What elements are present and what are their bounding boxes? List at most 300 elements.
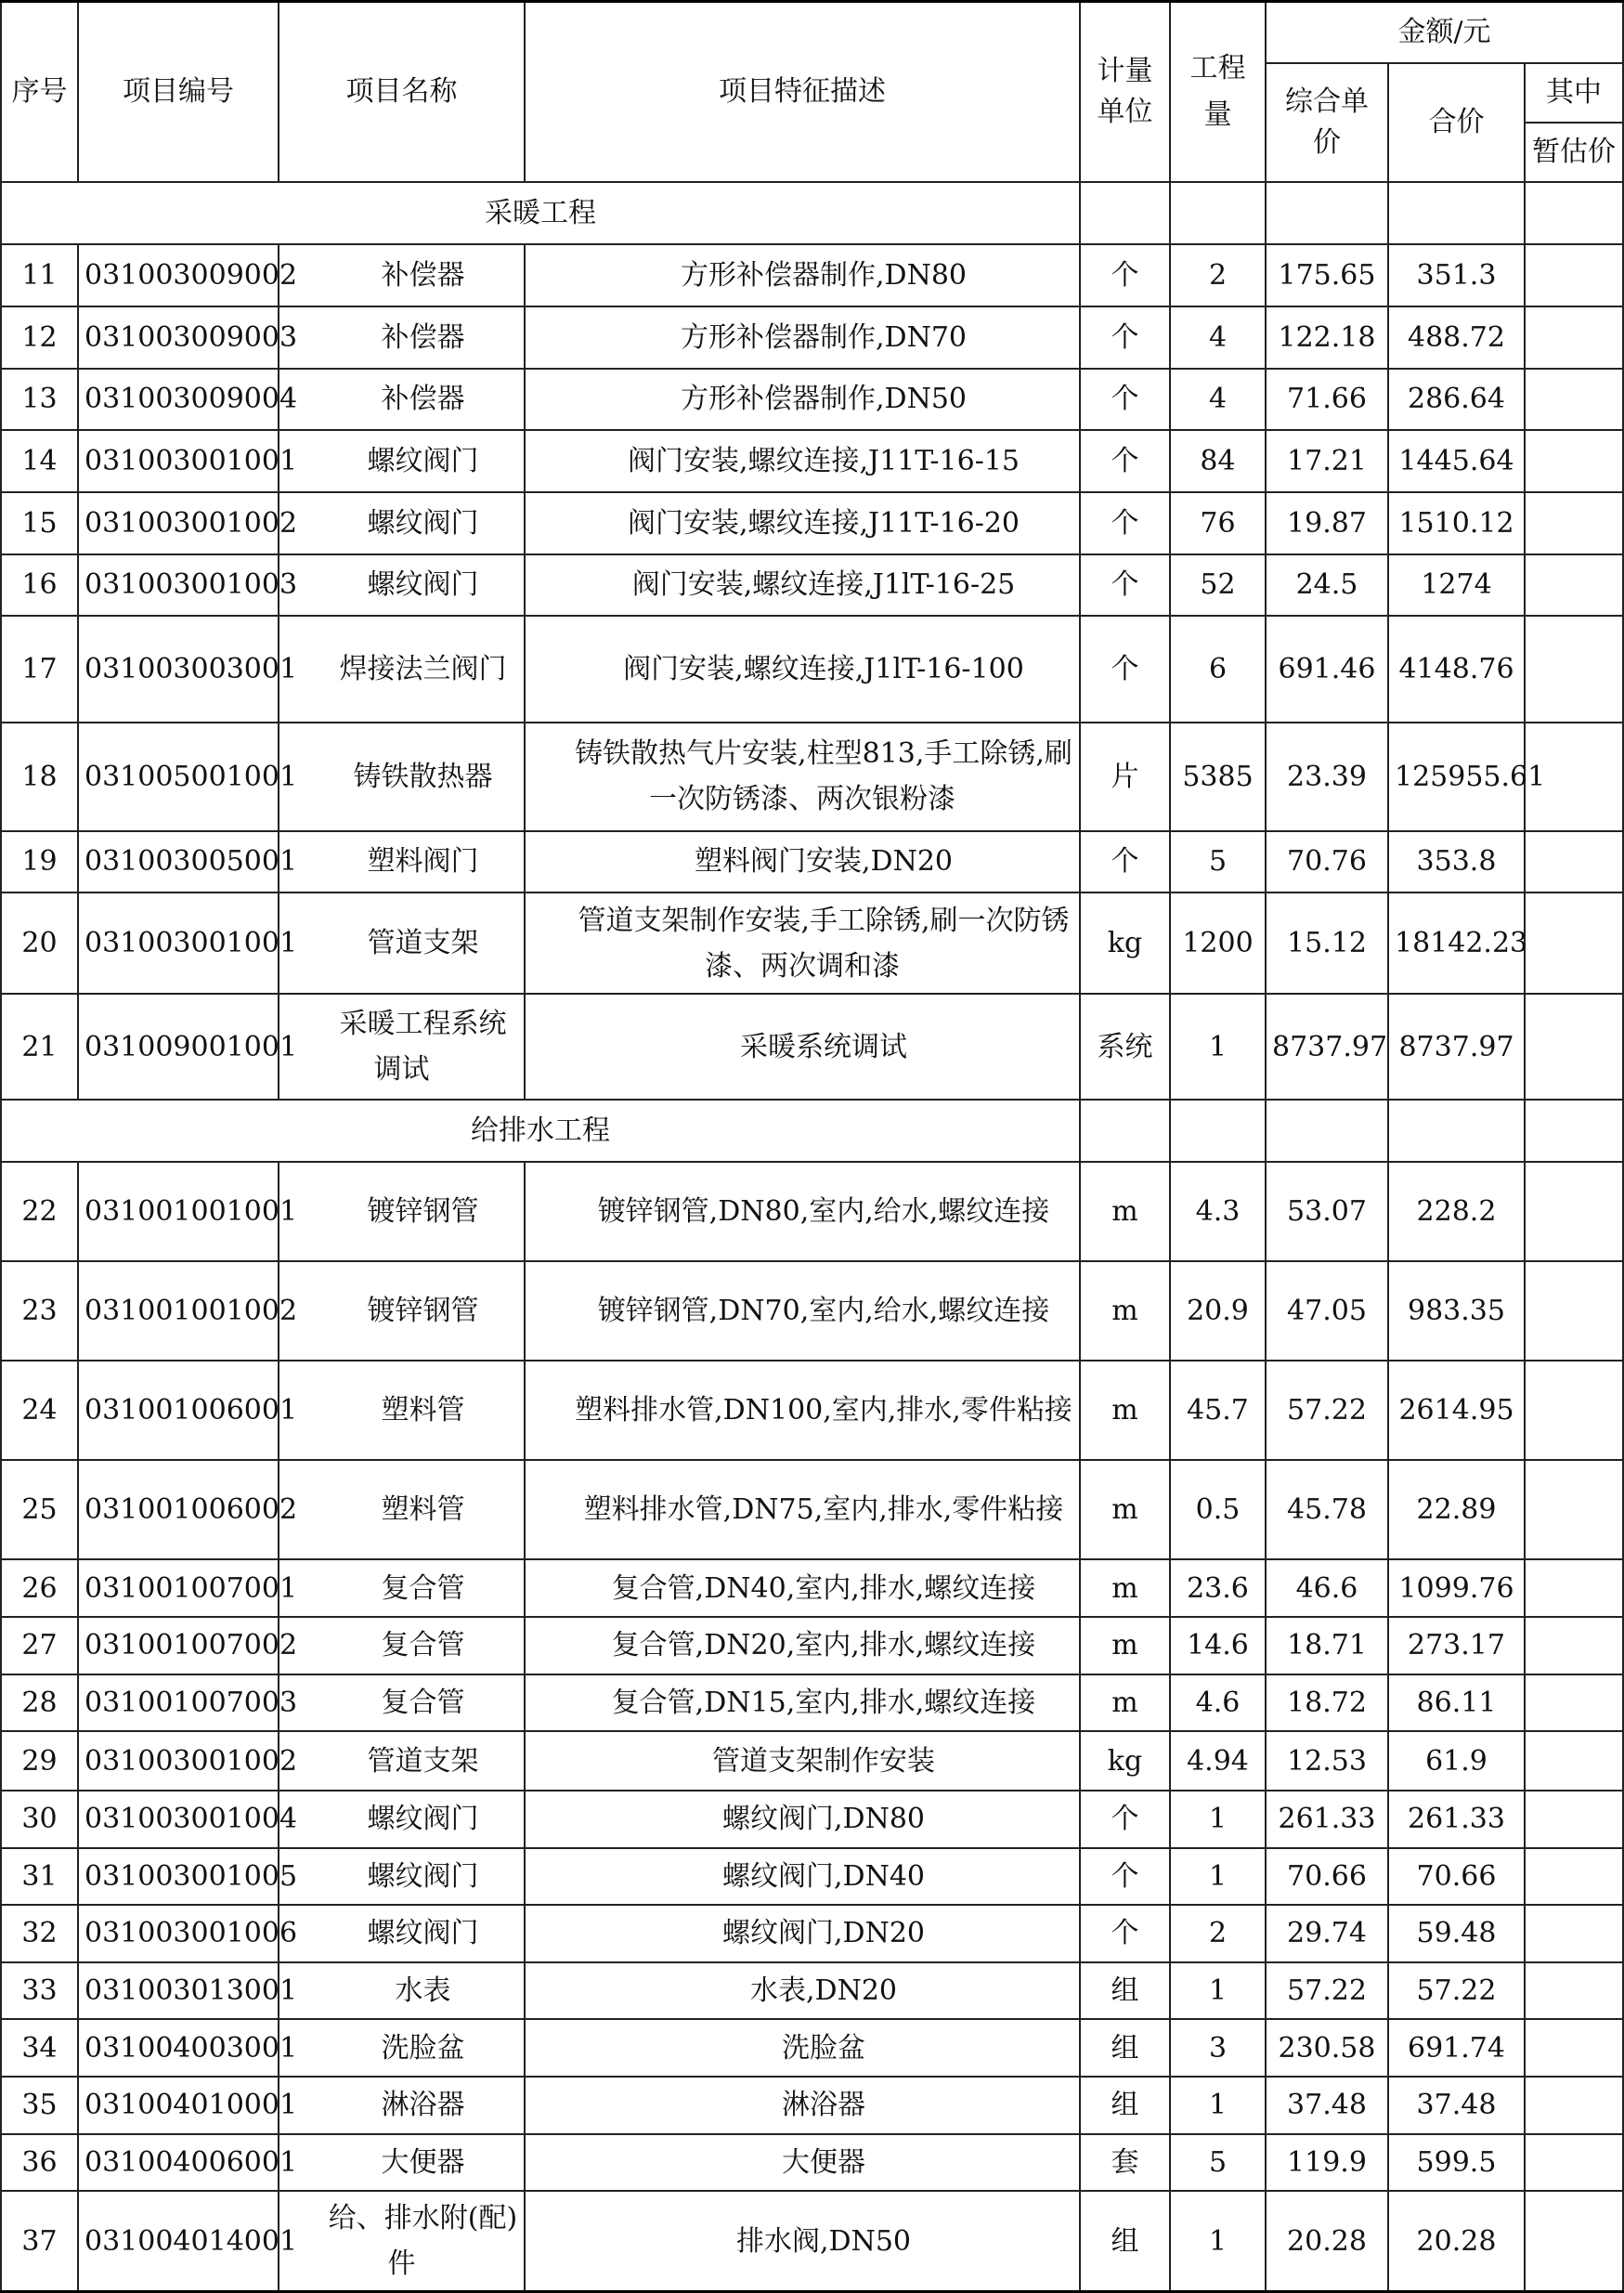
row-desc — [525, 1460, 1080, 1559]
table-row — [1, 2191, 1623, 2291]
table-row — [1, 369, 1623, 431]
row-name-text: 螺纹阀门 — [367, 1917, 479, 1950]
row-name-text: 大便器 — [381, 2145, 465, 2179]
row-provisional — [1525, 369, 1623, 431]
row-qty: 5385 — [1170, 723, 1266, 830]
row-code: 031001001002 — [78, 1261, 279, 1361]
row-code: 031003001001 — [78, 430, 279, 492]
row-name-text: 螺纹阀门 — [367, 445, 479, 478]
row-name — [279, 2019, 525, 2077]
row-desc — [525, 1962, 1080, 2020]
row-qty: 4.94 — [1170, 1731, 1266, 1791]
row-code: 031003001003 — [78, 554, 279, 617]
row-provisional — [1525, 1559, 1623, 1617]
row-total: 353.8 — [1388, 831, 1525, 893]
row-name — [279, 2134, 525, 2192]
row-qty: 76 — [1170, 492, 1266, 554]
row-total: 4148.76 — [1388, 616, 1525, 723]
row-unit-price: 47.05 — [1266, 1261, 1388, 1361]
row-name — [279, 306, 525, 369]
row-qty: 1 — [1170, 994, 1266, 1100]
section-row — [1, 182, 1623, 245]
row-name — [279, 1162, 525, 1261]
section-empty-cell — [1080, 1100, 1170, 1162]
row-unit-price: 23.39 — [1266, 723, 1388, 830]
row-code: 031005001001 — [78, 723, 279, 830]
row-total: 691.74 — [1388, 2019, 1525, 2077]
header-total: 合价 — [1388, 63, 1525, 182]
row-seq: 31 — [1, 1848, 78, 1906]
row-total: 125955.61 — [1388, 723, 1525, 830]
table-row — [1, 616, 1623, 723]
row-total: 37.48 — [1388, 2077, 1525, 2134]
header-unit-price: 综合单价 — [1266, 63, 1388, 182]
row-desc — [525, 1261, 1080, 1361]
row-desc-text: 水表,DN20 — [749, 1974, 897, 2008]
section-empty-cell — [1388, 1100, 1525, 1162]
row-seq: 26 — [1, 1559, 78, 1617]
row-qty: 1 — [1170, 2077, 1266, 2134]
row-unit: 个 — [1080, 430, 1170, 492]
row-provisional — [1525, 492, 1623, 554]
table-row — [1, 430, 1623, 492]
row-code: 031003001006 — [78, 1905, 279, 1962]
row-provisional — [1525, 2077, 1623, 2134]
row-provisional — [1525, 1905, 1623, 1962]
row-qty: 1 — [1170, 1791, 1266, 1848]
section-empty-cell — [1170, 182, 1266, 245]
row-total: 61.9 — [1388, 1731, 1525, 1791]
row-name-text: 螺纹阀门 — [367, 1859, 479, 1893]
row-seq: 30 — [1, 1791, 78, 1848]
row-total: 351.3 — [1388, 244, 1525, 306]
row-desc — [525, 1559, 1080, 1617]
row-name-text: 洗脸盆 — [381, 2031, 465, 2065]
row-code: 031003001001 — [78, 892, 279, 994]
row-name-text: 复合管 — [381, 1629, 465, 1662]
row-qty: 4 — [1170, 369, 1266, 431]
row-code: 031003001005 — [78, 1848, 279, 1906]
row-qty: 2 — [1170, 244, 1266, 306]
row-desc — [525, 2019, 1080, 2077]
row-total: 261.33 — [1388, 1791, 1525, 1848]
row-qty: 5 — [1170, 2134, 1266, 2192]
row-unit-price: 57.22 — [1266, 1361, 1388, 1460]
row-desc — [525, 369, 1080, 431]
row-desc — [525, 1791, 1080, 1848]
row-desc-text: 阀门安装,螺纹连接,J1lT-16-100 — [623, 653, 1024, 686]
table-row — [1, 892, 1623, 994]
row-name — [279, 554, 525, 617]
row-seq: 16 — [1, 554, 78, 617]
row-unit: m — [1080, 1674, 1170, 1732]
row-seq: 23 — [1, 1261, 78, 1361]
row-code: 031003005001 — [78, 831, 279, 893]
row-qty: 1 — [1170, 1848, 1266, 1906]
row-unit: m — [1080, 1261, 1170, 1361]
row-total: 1510.12 — [1388, 492, 1525, 554]
row-code: 031003013001 — [78, 1962, 279, 2020]
table-body — [1, 182, 1623, 2292]
row-desc-text: 淋浴器 — [782, 2089, 865, 2122]
row-desc-text: 塑料阀门安装,DN20 — [694, 845, 953, 879]
table-row — [1, 1617, 1623, 1674]
row-desc-text: 复合管,DN15,室内,排水,螺纹连接 — [611, 1686, 1036, 1719]
row-unit-price: 57.22 — [1266, 1962, 1388, 2020]
row-desc — [525, 2191, 1080, 2291]
row-unit: kg — [1080, 1731, 1170, 1791]
row-unit: 片 — [1080, 723, 1170, 830]
section-empty-cell — [1080, 182, 1170, 245]
table-row — [1, 2077, 1623, 2134]
row-qty: 45.7 — [1170, 1361, 1266, 1460]
row-code: 031001006002 — [78, 1460, 279, 1559]
row-name — [279, 994, 525, 1100]
row-qty: 0.5 — [1170, 1460, 1266, 1559]
row-desc — [525, 2077, 1080, 2134]
row-name-text: 淋浴器 — [381, 2089, 465, 2122]
row-total: 57.22 — [1388, 1962, 1525, 2020]
row-code: 031003009003 — [78, 306, 279, 369]
row-name-text: 补偿器 — [381, 259, 465, 292]
table-row — [1, 1962, 1623, 2020]
table-row — [1, 2134, 1623, 2192]
row-name-text: 镀锌钢管 — [367, 1195, 479, 1229]
row-name-text: 管道支架 — [367, 1744, 479, 1778]
row-desc — [525, 430, 1080, 492]
row-unit: 个 — [1080, 831, 1170, 893]
row-name-text: 螺纹阀门 — [367, 1803, 479, 1836]
header-qty: 工程量 — [1170, 2, 1266, 182]
row-name-text: 复合管 — [381, 1571, 465, 1605]
table-row — [1, 1848, 1623, 1906]
row-unit-price: 20.28 — [1266, 2191, 1388, 2291]
header-code: 项目编号 — [78, 2, 279, 182]
row-qty: 2 — [1170, 1905, 1266, 1962]
row-unit-price: 18.72 — [1266, 1674, 1388, 1732]
row-seq: 22 — [1, 1162, 78, 1261]
row-provisional — [1525, 616, 1623, 723]
row-name-text: 塑料管 — [381, 1394, 465, 1427]
row-name — [279, 1791, 525, 1848]
row-name-text: 给、排水附(配)件 — [328, 2202, 518, 2281]
row-desc-text: 管道支架制作安装,手工除锈,刷一次防锈漆、两次调和漆 — [578, 904, 1070, 983]
row-desc — [525, 554, 1080, 617]
row-desc-text: 阀门安装,螺纹连接,J1lT-16-25 — [631, 568, 1016, 602]
row-qty: 4.6 — [1170, 1674, 1266, 1732]
row-desc-text: 铸铁散热气片安装,柱型813,手工除锈,刷一次防锈漆、两次银粉漆 — [575, 737, 1072, 816]
table-row — [1, 306, 1623, 369]
row-desc-text: 螺纹阀门,DN40 — [721, 1859, 925, 1893]
row-qty: 20.9 — [1170, 1261, 1266, 1361]
row-seq: 21 — [1, 994, 78, 1100]
row-unit: 个 — [1080, 306, 1170, 369]
row-total: 70.66 — [1388, 1848, 1525, 1906]
header-name: 项目名称 — [279, 2, 525, 182]
row-provisional — [1525, 2134, 1623, 2192]
row-qty: 4 — [1170, 306, 1266, 369]
row-code: 031001007003 — [78, 1674, 279, 1732]
row-desc — [525, 492, 1080, 554]
row-seq: 29 — [1, 1731, 78, 1791]
row-name — [279, 244, 525, 306]
row-desc-text: 采暖系统调试 — [740, 1030, 907, 1063]
row-provisional — [1525, 994, 1623, 1100]
row-desc-text: 方形补偿器制作,DN80 — [680, 259, 967, 292]
row-seq: 18 — [1, 723, 78, 830]
section-empty-cell — [1525, 182, 1623, 245]
row-qty: 3 — [1170, 2019, 1266, 2077]
row-provisional — [1525, 430, 1623, 492]
row-seq: 36 — [1, 2134, 78, 2192]
row-code: 031001001001 — [78, 1162, 279, 1261]
row-unit-price: 261.33 — [1266, 1791, 1388, 1848]
table-row — [1, 244, 1623, 306]
row-desc — [525, 616, 1080, 723]
row-qty: 52 — [1170, 554, 1266, 617]
row-seq: 27 — [1, 1617, 78, 1674]
row-unit: 个 — [1080, 369, 1170, 431]
row-desc-text: 复合管,DN40,室内,排水,螺纹连接 — [611, 1571, 1036, 1605]
row-desc-text: 镀锌钢管,DN70,室内,给水,螺纹连接 — [597, 1295, 1050, 1328]
row-provisional — [1525, 554, 1623, 617]
row-unit-price: 691.46 — [1266, 616, 1388, 723]
row-desc-text: 阀门安装,螺纹连接,J11T-16-15 — [627, 445, 1020, 478]
section-title — [1, 182, 1080, 245]
row-name — [279, 616, 525, 723]
table-row — [1, 1731, 1623, 1791]
header-seq: 序号 — [1, 2, 78, 182]
row-unit-price: 46.6 — [1266, 1559, 1388, 1617]
row-desc-text: 螺纹阀门,DN80 — [721, 1803, 925, 1836]
row-seq: 33 — [1, 1962, 78, 2020]
row-unit-price: 17.21 — [1266, 430, 1388, 492]
table-row — [1, 1674, 1623, 1732]
row-total: 22.89 — [1388, 1460, 1525, 1559]
row-desc — [525, 2134, 1080, 2192]
row-unit: 组 — [1080, 2077, 1170, 2134]
row-desc-text: 方形补偿器制作,DN50 — [680, 383, 967, 416]
row-unit-price: 119.9 — [1266, 2134, 1388, 2192]
row-provisional — [1525, 1261, 1623, 1361]
row-unit-price: 45.78 — [1266, 1460, 1388, 1559]
row-seq: 25 — [1, 1460, 78, 1559]
row-desc — [525, 306, 1080, 369]
row-total: 59.48 — [1388, 1905, 1525, 1962]
section-empty-cell — [1170, 1100, 1266, 1162]
row-unit: m — [1080, 1617, 1170, 1674]
row-name — [279, 1848, 525, 1906]
row-seq: 24 — [1, 1361, 78, 1460]
row-name — [279, 430, 525, 492]
row-name-text: 焊接法兰阀门 — [339, 653, 507, 686]
row-provisional — [1525, 1617, 1623, 1674]
table-row — [1, 831, 1623, 893]
row-desc — [525, 1617, 1080, 1674]
row-desc-text: 螺纹阀门,DN20 — [721, 1917, 925, 1950]
row-name — [279, 1559, 525, 1617]
row-total: 20.28 — [1388, 2191, 1525, 2291]
row-name — [279, 831, 525, 893]
row-unit: 组 — [1080, 2019, 1170, 2077]
row-name-text: 补偿器 — [381, 320, 465, 354]
row-desc — [525, 244, 1080, 306]
row-code: 031003001004 — [78, 1791, 279, 1848]
row-total: 228.2 — [1388, 1162, 1525, 1261]
row-name — [279, 2191, 525, 2291]
row-qty: 6 — [1170, 616, 1266, 723]
row-total: 86.11 — [1388, 1674, 1525, 1732]
row-seq: 37 — [1, 2191, 78, 2291]
row-name — [279, 1905, 525, 1962]
row-unit: 组 — [1080, 2191, 1170, 2291]
section-title — [1, 1100, 1080, 1162]
header-among: 其中 — [1525, 63, 1623, 123]
row-desc-text: 排水阀,DN50 — [735, 2224, 911, 2258]
row-unit: 系统 — [1080, 994, 1170, 1100]
header-unit: 计量单位 — [1080, 2, 1170, 182]
row-qty: 1 — [1170, 1962, 1266, 2020]
row-total: 8737.97 — [1388, 994, 1525, 1100]
row-code: 031003001002 — [78, 1731, 279, 1791]
row-qty: 4.3 — [1170, 1162, 1266, 1261]
row-seq: 14 — [1, 430, 78, 492]
row-code: 031003009002 — [78, 244, 279, 306]
section-empty-cell — [1525, 1100, 1623, 1162]
row-provisional — [1525, 1962, 1623, 2020]
section-empty-cell — [1266, 1100, 1388, 1162]
row-desc — [525, 1361, 1080, 1460]
row-name — [279, 1460, 525, 1559]
row-unit-price: 70.76 — [1266, 831, 1388, 893]
row-desc — [525, 1162, 1080, 1261]
row-provisional — [1525, 1361, 1623, 1460]
row-unit-price: 8737.97 — [1266, 994, 1388, 1100]
row-desc — [525, 892, 1080, 994]
header-desc: 项目特征描述 — [525, 2, 1080, 182]
table-row — [1, 1261, 1623, 1361]
header-provisional: 暂估价 — [1525, 123, 1623, 182]
row-unit: 个 — [1080, 244, 1170, 306]
row-unit-price: 18.71 — [1266, 1617, 1388, 1674]
row-code: 031004010001 — [78, 2077, 279, 2134]
row-qty: 1 — [1170, 2191, 1266, 2291]
row-name-text: 镀锌钢管 — [367, 1295, 479, 1328]
row-desc — [525, 1674, 1080, 1732]
row-desc-text: 镀锌钢管,DN80,室内,给水,螺纹连接 — [597, 1195, 1050, 1229]
row-desc-text: 复合管,DN20,室内,排水,螺纹连接 — [611, 1629, 1036, 1662]
row-unit: 个 — [1080, 616, 1170, 723]
row-name-text: 采暖工程系统调试 — [339, 1008, 507, 1087]
row-qty: 5 — [1170, 831, 1266, 893]
row-qty: 1200 — [1170, 892, 1266, 994]
row-total: 599.5 — [1388, 2134, 1525, 2192]
row-name-text: 塑料阀门 — [367, 845, 479, 879]
row-provisional — [1525, 2191, 1623, 2291]
row-total: 286.64 — [1388, 369, 1525, 431]
row-provisional — [1525, 1731, 1623, 1791]
row-name — [279, 1361, 525, 1460]
row-unit: 个 — [1080, 1905, 1170, 1962]
row-code: 031004003001 — [78, 2019, 279, 2077]
row-seq: 35 — [1, 2077, 78, 2134]
row-seq: 11 — [1, 244, 78, 306]
row-name — [279, 1261, 525, 1361]
row-name — [279, 369, 525, 431]
row-unit: 个 — [1080, 1848, 1170, 1906]
row-name-text: 管道支架 — [367, 927, 479, 960]
row-name — [279, 723, 525, 830]
section-empty-cell — [1388, 182, 1525, 245]
row-total: 1445.64 — [1388, 430, 1525, 492]
row-desc-text: 洗脸盆 — [782, 2031, 865, 2065]
row-name — [279, 1617, 525, 1674]
row-name — [279, 492, 525, 554]
row-unit: 组 — [1080, 1962, 1170, 2020]
row-code: 031004006001 — [78, 2134, 279, 2192]
row-name-text: 螺纹阀门 — [367, 506, 479, 540]
row-unit-price: 24.5 — [1266, 554, 1388, 617]
row-unit: 个 — [1080, 1791, 1170, 1848]
row-unit: m — [1080, 1559, 1170, 1617]
row-unit-price: 175.65 — [1266, 244, 1388, 306]
row-code: 031003009004 — [78, 369, 279, 431]
row-code: 031001006001 — [78, 1361, 279, 1460]
row-provisional — [1525, 1674, 1623, 1732]
row-unit: 套 — [1080, 2134, 1170, 2192]
row-unit: m — [1080, 1162, 1170, 1261]
table-row — [1, 994, 1623, 1100]
row-name — [279, 1962, 525, 2020]
row-name-text: 复合管 — [381, 1686, 465, 1719]
row-provisional — [1525, 1460, 1623, 1559]
row-provisional — [1525, 831, 1623, 893]
row-code: 031003001002 — [78, 492, 279, 554]
row-unit: kg — [1080, 892, 1170, 994]
row-unit-price: 37.48 — [1266, 2077, 1388, 2134]
row-unit-price: 12.53 — [1266, 1731, 1388, 1791]
row-total: 1274 — [1388, 554, 1525, 617]
row-unit-price: 53.07 — [1266, 1162, 1388, 1261]
section-row — [1, 1100, 1623, 1162]
row-unit: m — [1080, 1460, 1170, 1559]
row-unit-price: 122.18 — [1266, 306, 1388, 369]
row-unit-price: 29.74 — [1266, 1905, 1388, 1962]
row-seq: 32 — [1, 1905, 78, 1962]
table-row — [1, 1791, 1623, 1848]
row-unit-price: 19.87 — [1266, 492, 1388, 554]
row-desc-text: 管道支架制作安装 — [712, 1744, 935, 1778]
row-name-text: 螺纹阀门 — [367, 568, 479, 602]
row-desc-text: 方形补偿器制作,DN70 — [680, 320, 967, 354]
row-qty: 84 — [1170, 430, 1266, 492]
row-unit-price: 71.66 — [1266, 369, 1388, 431]
table-row — [1, 1905, 1623, 1962]
row-code: 031001007002 — [78, 1617, 279, 1674]
row-total: 18142.23 — [1388, 892, 1525, 994]
row-provisional — [1525, 892, 1623, 994]
row-desc — [525, 1848, 1080, 1906]
table-row — [1, 1559, 1623, 1617]
row-seq: 28 — [1, 1674, 78, 1732]
row-seq: 13 — [1, 369, 78, 431]
row-unit-price: 15.12 — [1266, 892, 1388, 994]
row-name-text: 补偿器 — [381, 383, 465, 416]
section-title-text: 给排水工程 — [471, 1114, 610, 1148]
row-desc-text: 阀门安装,螺纹连接,J11T-16-20 — [627, 506, 1020, 540]
row-provisional — [1525, 1848, 1623, 1906]
row-unit: m — [1080, 1361, 1170, 1460]
